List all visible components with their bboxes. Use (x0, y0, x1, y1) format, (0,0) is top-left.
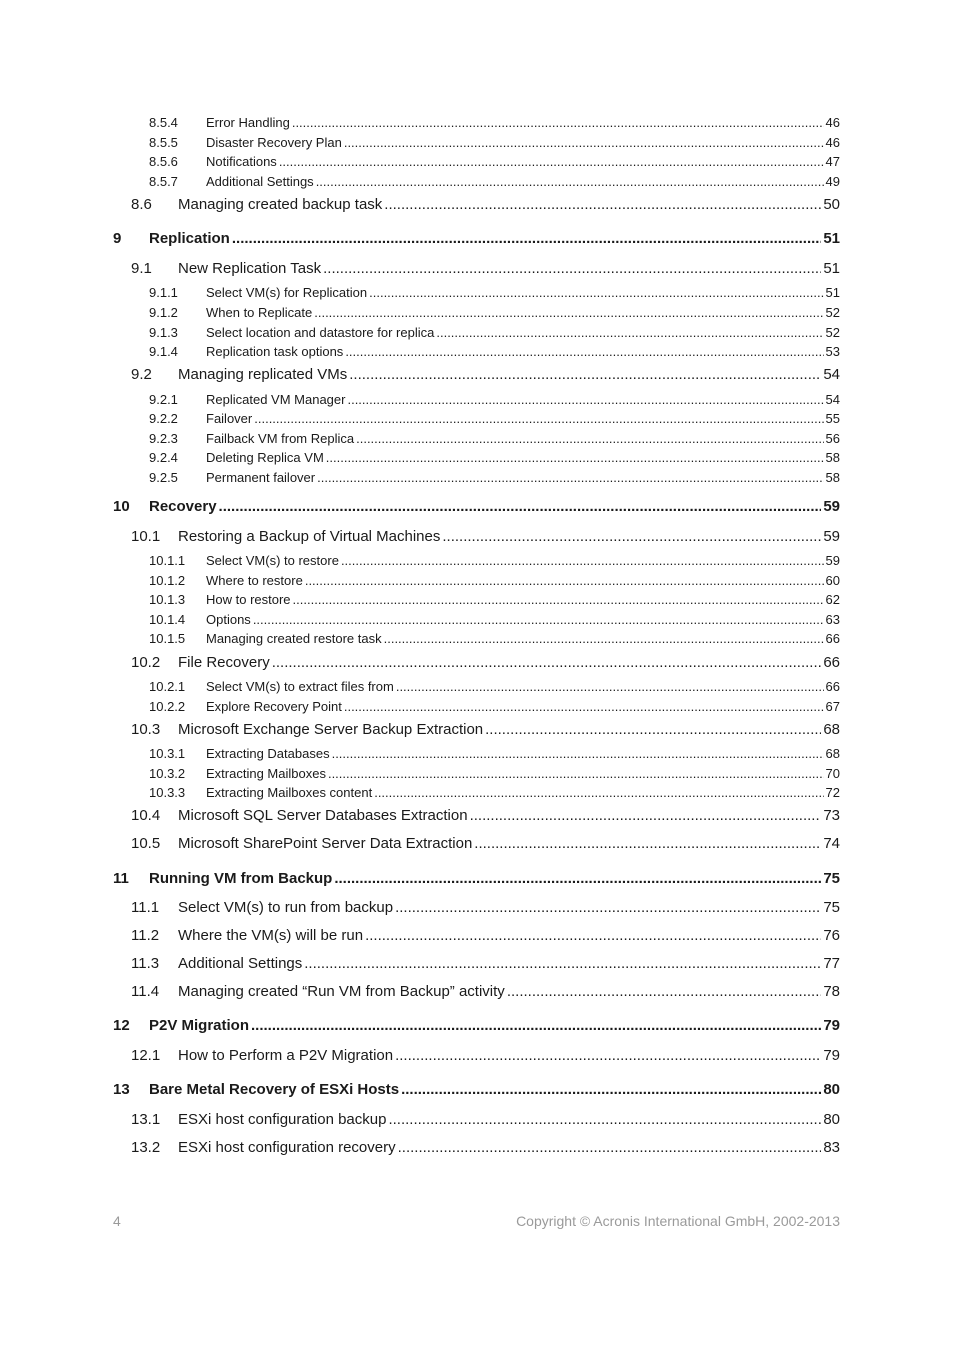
toc-entry-title: Recovery (149, 498, 217, 515)
toc-entry[interactable] (131, 196, 840, 213)
toc-entry-title: Options (206, 612, 251, 627)
toc-entry-page: 62 (825, 592, 840, 607)
toc-entry-title: Replication task options (206, 344, 344, 359)
toc-entry-page: 66 (825, 679, 840, 694)
toc-entry-number: 11.1 (131, 899, 160, 916)
toc-entry-page: 59 (823, 528, 840, 545)
toc-entry-title: Where to restore (206, 573, 303, 588)
toc-entry[interactable] (131, 260, 840, 277)
toc-entry-page: 73 (823, 807, 840, 824)
toc-entry[interactable] (149, 115, 840, 130)
toc-entry-title: How to restore (206, 592, 291, 607)
toc-entry[interactable] (149, 631, 840, 646)
toc-dot-leader (344, 135, 824, 150)
toc-entry-number: 9.1.4 (149, 344, 178, 359)
toc-entry-title: Select VM(s) to extract files from (206, 679, 394, 694)
toc-dot-leader (305, 573, 824, 588)
toc-dot-leader (292, 115, 824, 130)
toc-entry-title: Additional Settings (178, 955, 303, 972)
toc-entry-number: 10.3.3 (149, 785, 186, 800)
toc-dot-leader (314, 305, 823, 320)
toc-dot-leader (279, 154, 824, 169)
toc-entry[interactable] (149, 431, 840, 446)
toc-entry-number: 13.2 (131, 1139, 161, 1156)
toc-entry[interactable] (131, 654, 840, 671)
toc-dot-leader (474, 835, 821, 852)
toc-entry-page: 52 (825, 325, 840, 340)
toc-dot-leader (507, 983, 822, 1000)
toc-entry-title: Select VM(s) to restore (206, 553, 339, 568)
toc-entry[interactable] (149, 305, 840, 320)
toc-entry-number: 11.2 (131, 927, 160, 944)
toc-entry-title: Additional Settings (206, 174, 314, 189)
toc-entry[interactable] (131, 927, 840, 944)
toc-entry-page: 75 (823, 870, 840, 887)
toc-entry-number: 10.3.1 (149, 746, 186, 761)
toc-entry-title: Managing created restore task (206, 631, 382, 646)
toc-entry-number: 11.3 (131, 955, 160, 972)
toc-entry-number: 8.5.5 (149, 135, 178, 150)
toc-entry-title: Failback VM from Replica (206, 431, 355, 446)
toc-entry-page: 51 (823, 230, 840, 247)
toc-dot-leader (344, 699, 824, 714)
toc-entry-number: 10.2.1 (149, 679, 186, 694)
toc-entry-number: 11 (113, 870, 129, 887)
toc-entry-page: 68 (823, 721, 840, 738)
toc-entry-page: 56 (825, 431, 840, 446)
toc-dot-leader (293, 592, 824, 607)
toc-entry-title: Disaster Recovery Plan (206, 135, 342, 150)
toc-entry-page: 59 (825, 553, 840, 568)
toc-entry[interactable] (131, 721, 840, 738)
toc-dot-leader (401, 1081, 821, 1098)
toc-entry-title: P2V Migration (149, 1017, 250, 1034)
toc-dot-leader (349, 366, 821, 383)
toc-dot-leader (347, 392, 823, 407)
toc-entry-title: Select VM(s) for Replication (206, 285, 368, 300)
toc-entry[interactable] (149, 785, 840, 800)
toc-entry[interactable] (149, 285, 840, 300)
toc-entry[interactable] (149, 174, 840, 189)
footer-copyright: Copyright © Acronis International GmbH, 2002-2013 (516, 1213, 840, 1229)
toc-entry[interactable] (113, 230, 840, 247)
toc-entry-page: 53 (825, 344, 840, 359)
toc-entry-number: 10.2.2 (149, 699, 186, 714)
toc-entry-title: File Recovery (178, 654, 270, 671)
toc-entry[interactable] (149, 135, 840, 150)
toc-entry[interactable] (149, 766, 840, 781)
toc-entry[interactable] (149, 699, 840, 714)
toc-entry-title: Select VM(s) to run from backup (178, 899, 394, 916)
toc-entry-number: 10.5 (131, 835, 161, 852)
toc-dot-leader (356, 431, 823, 446)
toc-entry-page: 49 (825, 174, 840, 189)
toc-entry-page: 46 (825, 115, 840, 130)
toc-dot-leader (485, 721, 821, 738)
toc-entry-title: Extracting Mailboxes (206, 766, 326, 781)
toc-dot-leader (398, 1139, 822, 1156)
toc-entry-number: 9 (113, 230, 122, 247)
toc-entry[interactable] (131, 1139, 840, 1156)
toc-entry-page: 47 (825, 154, 840, 169)
toc-entry[interactable] (113, 870, 840, 887)
toc-entry-title: Managing replicated VMs (178, 366, 348, 383)
toc-entry-page: 60 (825, 573, 840, 588)
toc-entry[interactable] (149, 592, 840, 607)
toc-entry-number: 13 (113, 1081, 130, 1098)
toc-entry-number: 10.1.1 (149, 553, 186, 568)
toc-entry-number: 8.5.6 (149, 154, 178, 169)
toc-entry-title: Explore Recovery Point (206, 699, 342, 714)
toc-entry-page: 80 (823, 1111, 840, 1128)
toc-entry-title: Permanent failover (206, 470, 316, 485)
toc-dot-leader (388, 1111, 821, 1128)
toc-entry-title: Bare Metal Recovery of ESXi Hosts (149, 1081, 400, 1098)
toc-entry[interactable] (149, 470, 840, 485)
toc-entry-number: 10.3 (131, 721, 161, 738)
toc-entry-page: 83 (823, 1139, 840, 1156)
toc-entry-number: 10.4 (131, 807, 161, 824)
toc-entry[interactable] (131, 899, 840, 916)
toc-dot-leader (369, 285, 823, 300)
toc-entry-title: ESXi host configuration recovery (178, 1139, 396, 1156)
toc-entry[interactable] (149, 553, 840, 568)
toc-dot-leader (345, 344, 823, 359)
toc-entry-number: 10.1.3 (149, 592, 186, 607)
toc-entry-page: 54 (823, 366, 840, 383)
toc-entry-page: 46 (825, 135, 840, 150)
toc-entry-number: 8.5.4 (149, 115, 178, 130)
toc-entry[interactable] (149, 450, 840, 465)
toc-entry-title: Microsoft Exchange Server Backup Extraction (178, 721, 484, 738)
toc-entry-page: 78 (823, 983, 840, 1000)
toc-entry-page: 79 (823, 1017, 840, 1034)
toc-entry-page: 72 (825, 785, 840, 800)
toc-entry[interactable] (149, 679, 840, 694)
toc-entry-page: 51 (823, 260, 840, 277)
toc-dot-leader (436, 325, 823, 340)
toc-entry-number: 9.1.1 (149, 285, 178, 300)
toc-entry[interactable] (149, 612, 840, 627)
toc-dot-leader (442, 528, 821, 545)
toc-entry-page: 68 (825, 746, 840, 761)
toc-dot-leader (253, 612, 824, 627)
toc-entry-page: 67 (825, 699, 840, 714)
toc-entry-title: Microsoft SharePoint Server Data Extraction (178, 835, 473, 852)
toc-entry-number: 10.2 (131, 654, 161, 671)
toc-entry[interactable] (131, 528, 840, 545)
toc-entry-title: Running VM from Backup (149, 870, 333, 887)
toc-dot-leader (317, 470, 823, 485)
toc-dot-leader (316, 174, 824, 189)
toc-dot-leader (254, 411, 823, 426)
toc-entry-title: Extracting Databases (206, 746, 330, 761)
toc-entry[interactable] (149, 344, 840, 359)
toc-entry[interactable] (113, 1017, 840, 1034)
toc-entry-page: 59 (823, 498, 840, 515)
toc-dot-leader (365, 927, 821, 944)
toc-entry-title: Select location and datastore for replica (206, 325, 435, 340)
toc-entry-number: 10.1.4 (149, 612, 186, 627)
toc-entry-title: New Replication Task (178, 260, 322, 277)
toc-entry-page: 66 (823, 654, 840, 671)
toc-entry-page: 74 (823, 835, 840, 852)
toc-entry[interactable] (149, 392, 840, 407)
toc-dot-leader (334, 870, 821, 887)
toc-entry-number: 12 (113, 1017, 130, 1034)
toc-dot-leader (272, 654, 822, 671)
toc-entry[interactable] (131, 366, 840, 383)
toc-dot-leader (232, 230, 821, 247)
toc-entry[interactable] (113, 1081, 840, 1098)
toc-entry-number: 9.2.3 (149, 431, 178, 446)
toc-dot-leader (326, 450, 824, 465)
toc-entry-title: Restoring a Backup of Virtual Machines (178, 528, 441, 545)
toc-entry-number: 10.3.2 (149, 766, 186, 781)
toc-entry-page: 75 (823, 899, 840, 916)
toc-dot-leader (395, 899, 821, 916)
toc-entry-number: 9.2.4 (149, 450, 178, 465)
toc-entry[interactable] (131, 807, 840, 824)
toc-dot-leader (396, 679, 824, 694)
toc-entry-title: Microsoft SQL Server Databases Extraction (178, 807, 468, 824)
toc-entry-page: 52 (825, 305, 840, 320)
toc-dot-leader (332, 746, 824, 761)
toc-entry-number: 9.2.1 (149, 392, 178, 407)
toc-entry-number: 10 (113, 498, 130, 515)
toc-dot-leader (304, 955, 821, 972)
toc-entry-number: 9.2.5 (149, 470, 178, 485)
toc-entry[interactable] (149, 325, 840, 340)
toc-dot-leader (384, 631, 824, 646)
toc-entry-page: 55 (825, 411, 840, 426)
toc-entry-number: 11.4 (131, 983, 160, 1000)
toc-entry-page: 63 (825, 612, 840, 627)
toc-entry-title: How to Perform a P2V Migration (178, 1047, 394, 1064)
toc-dot-leader (341, 553, 824, 568)
toc-entry[interactable] (131, 1047, 840, 1064)
toc-entry-title: Error Handling (206, 115, 290, 130)
toc-entry-number: 10.1.5 (149, 631, 186, 646)
toc-entry-title: Notifications (206, 154, 277, 169)
toc-dot-leader (251, 1017, 821, 1034)
toc-dot-leader (395, 1047, 821, 1064)
toc-dot-leader (384, 196, 821, 213)
toc-entry-title: Deleting Replica VM (206, 450, 324, 465)
toc-entry[interactable] (113, 498, 840, 515)
toc-entry[interactable] (131, 835, 840, 852)
toc-entry-title: Replication (149, 230, 230, 247)
toc-entry[interactable] (149, 154, 840, 169)
toc-entry[interactable] (149, 573, 840, 588)
toc-entry-page: 54 (825, 392, 840, 407)
toc-dot-leader (219, 498, 822, 515)
toc-entry-number: 9.1 (131, 260, 152, 277)
toc-entry[interactable] (131, 955, 840, 972)
toc-entry-title: When to Replicate (206, 305, 313, 320)
toc-entry-page: 58 (825, 450, 840, 465)
toc-dot-leader (470, 807, 822, 824)
toc-entry[interactable] (131, 1111, 840, 1128)
toc-dot-leader (328, 766, 824, 781)
toc-entry-number: 9.1.3 (149, 325, 178, 340)
toc-entry-number: 10.1 (131, 528, 161, 545)
toc-entry-number: 10.1.2 (149, 573, 186, 588)
toc-entry[interactable] (131, 983, 840, 1000)
toc-dot-leader (323, 260, 821, 277)
toc-entry-number: 9.1.2 (149, 305, 178, 320)
toc-entry-number: 12.1 (131, 1047, 161, 1064)
toc-dot-leader (374, 785, 823, 800)
toc-entry-number: 8.6 (131, 196, 152, 213)
toc-entry-title: Failover (206, 411, 253, 426)
toc-entry-title: ESXi host configuration backup (178, 1111, 387, 1128)
toc-entry-page: 50 (823, 196, 840, 213)
toc-entry-number: 13.1 (131, 1111, 161, 1128)
toc-entry-number: 8.5.7 (149, 174, 178, 189)
toc-entry-page: 58 (825, 470, 840, 485)
toc-entry-title: Managing created backup task (178, 196, 383, 213)
footer-page-number: 4 (113, 1213, 121, 1229)
toc-entry-number: 9.2.2 (149, 411, 178, 426)
toc-entry[interactable] (149, 411, 840, 426)
toc-entry-number: 9.2 (131, 366, 152, 383)
toc-entry-title: Replicated VM Manager (206, 392, 346, 407)
toc-entry-title: Managing created “Run VM from Backup” activity (178, 983, 505, 1000)
toc-entry-page: 70 (825, 766, 840, 781)
toc-entry-page: 77 (823, 955, 840, 972)
toc-entry[interactable] (149, 746, 840, 761)
toc-entry-page: 66 (825, 631, 840, 646)
toc-entry-page: 51 (825, 285, 840, 300)
toc-entry-page: 76 (823, 927, 840, 944)
toc-entry-title: Where the VM(s) will be run (178, 927, 364, 944)
toc-entry-title: Extracting Mailboxes content (206, 785, 373, 800)
toc-entry-page: 79 (823, 1047, 840, 1064)
toc-entry-page: 80 (823, 1081, 840, 1098)
